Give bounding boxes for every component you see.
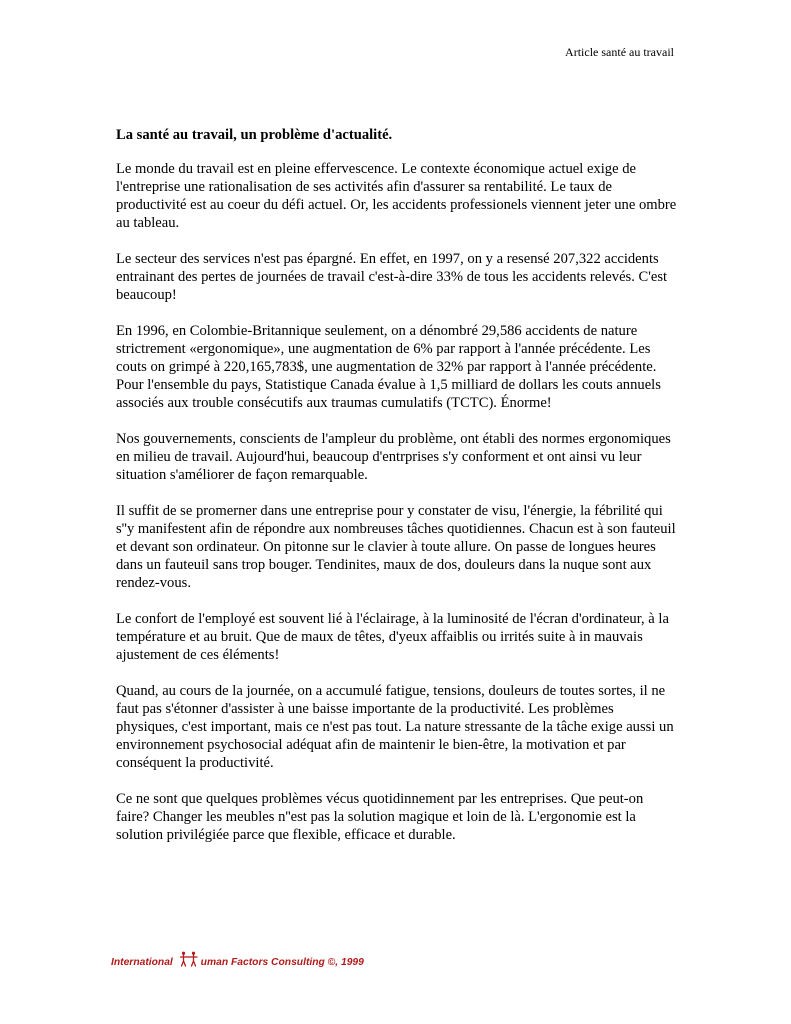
footer-text-end: uman Factors Consulting ©, 1999 bbox=[200, 957, 364, 968]
paragraph-8: Ce ne sont que quelques problèmes vécus quotidinnement par les entreprises. Que peut-on faire? Changer les meubles n''est pas la solution magique et loin de là. L'ergonomie est la solution privilégiée parce que flexible, efficace et durable. bbox=[116, 791, 644, 843]
paragraph-4: Nos gouvernements, conscients de l'ampleur du problème, ont établi des normes ergonomiques en milieu de travail. Aujourd'hui, beaucoup d'entrprises s'y conforment et ont ainsi vu leur situation s'améliorer de façon remarquable. bbox=[116, 431, 671, 483]
footer-text-start: International bbox=[111, 957, 173, 968]
paragraph-2: Le secteur des services n'est pas épargné. En effet, en 1997, on y a resensé 207,322 accidents entrainant des pertes de journées de travail c'est-à-dire 33% de tous les accidents relevés. C'est beaucoup! bbox=[116, 251, 668, 303]
paragraph-6: Le confort de l'employé est souvent lié à l'éclairage, à la luminosité de l'écran d'ordinateur, à la température et au bruit. Que de maux de têtes, d'yeux affaiblis ou irrités suite à in mauvais ajustement de ces éléments! bbox=[116, 611, 669, 663]
article-title: La santé au travail, un problème d'actualité. bbox=[116, 127, 393, 143]
paragraph-3: En 1996, en Colombie-Britannique seulement, on a dénombré 29,586 accidents de nature strictrement «ergonomique», une augmentation de 6% par rapport à l'année précédente. Les couts on grimpé à 220,165,783$, une augmentation de 32% par rapport à l'année précédente. Pour l'ensemble du pays, Statistique Canada évalue à 1,5 milliard de dollars les couts annuels associés aux trouble consécutifs aux traumas cumulatifs (TCTC). Énorme! bbox=[116, 323, 661, 411]
paragraph-5: Il suffit de se promerner dans une entreprise pour y constater de visu, l'énergie, la fébrilité qui s''y manifestent afin de répondre aux nombreuses tâches quotidiennes. Chacun est à son fauteuil et devant son ordinateur. On pitonne sur le clavier à toute allure. On passe de longues heures dans un fauteuil sans trop bouger. Tendinites, maux de dos, douleurs dans la nuque sont aux rendez-vous. bbox=[116, 503, 676, 591]
article-body bbox=[116, 126, 678, 862]
footer-credit bbox=[111, 951, 364, 968]
paragraph-1: Le monde du travail est en pleine effervescence. Le contexte économique actuel exige de l'entreprise une rationalisation de ses activités afin d'assurer sa rentabilité. Le taux de productivité est au coeur du défi actuel. Or, les accidents professionels viennent jeter une ombre au tableau. bbox=[116, 161, 677, 231]
paragraph-7: Quand, au cours de la journée, on a accumulé fatigue, tensions, douleurs de toutes sortes, il ne faut pas s'étonner d'assister à une baisse importante de la productivité. Les problèmes physiques, c'est important, mais ce n'est pas tout. La nature stressante de la tâche exige aussi un environnement psychosocial adéquat afin de maintenir le bien-être, la motivation et par conséquent la productivité. bbox=[116, 683, 674, 771]
figures-h-logo-icon bbox=[179, 951, 199, 967]
running-header: Article santé au travail bbox=[565, 45, 674, 59]
